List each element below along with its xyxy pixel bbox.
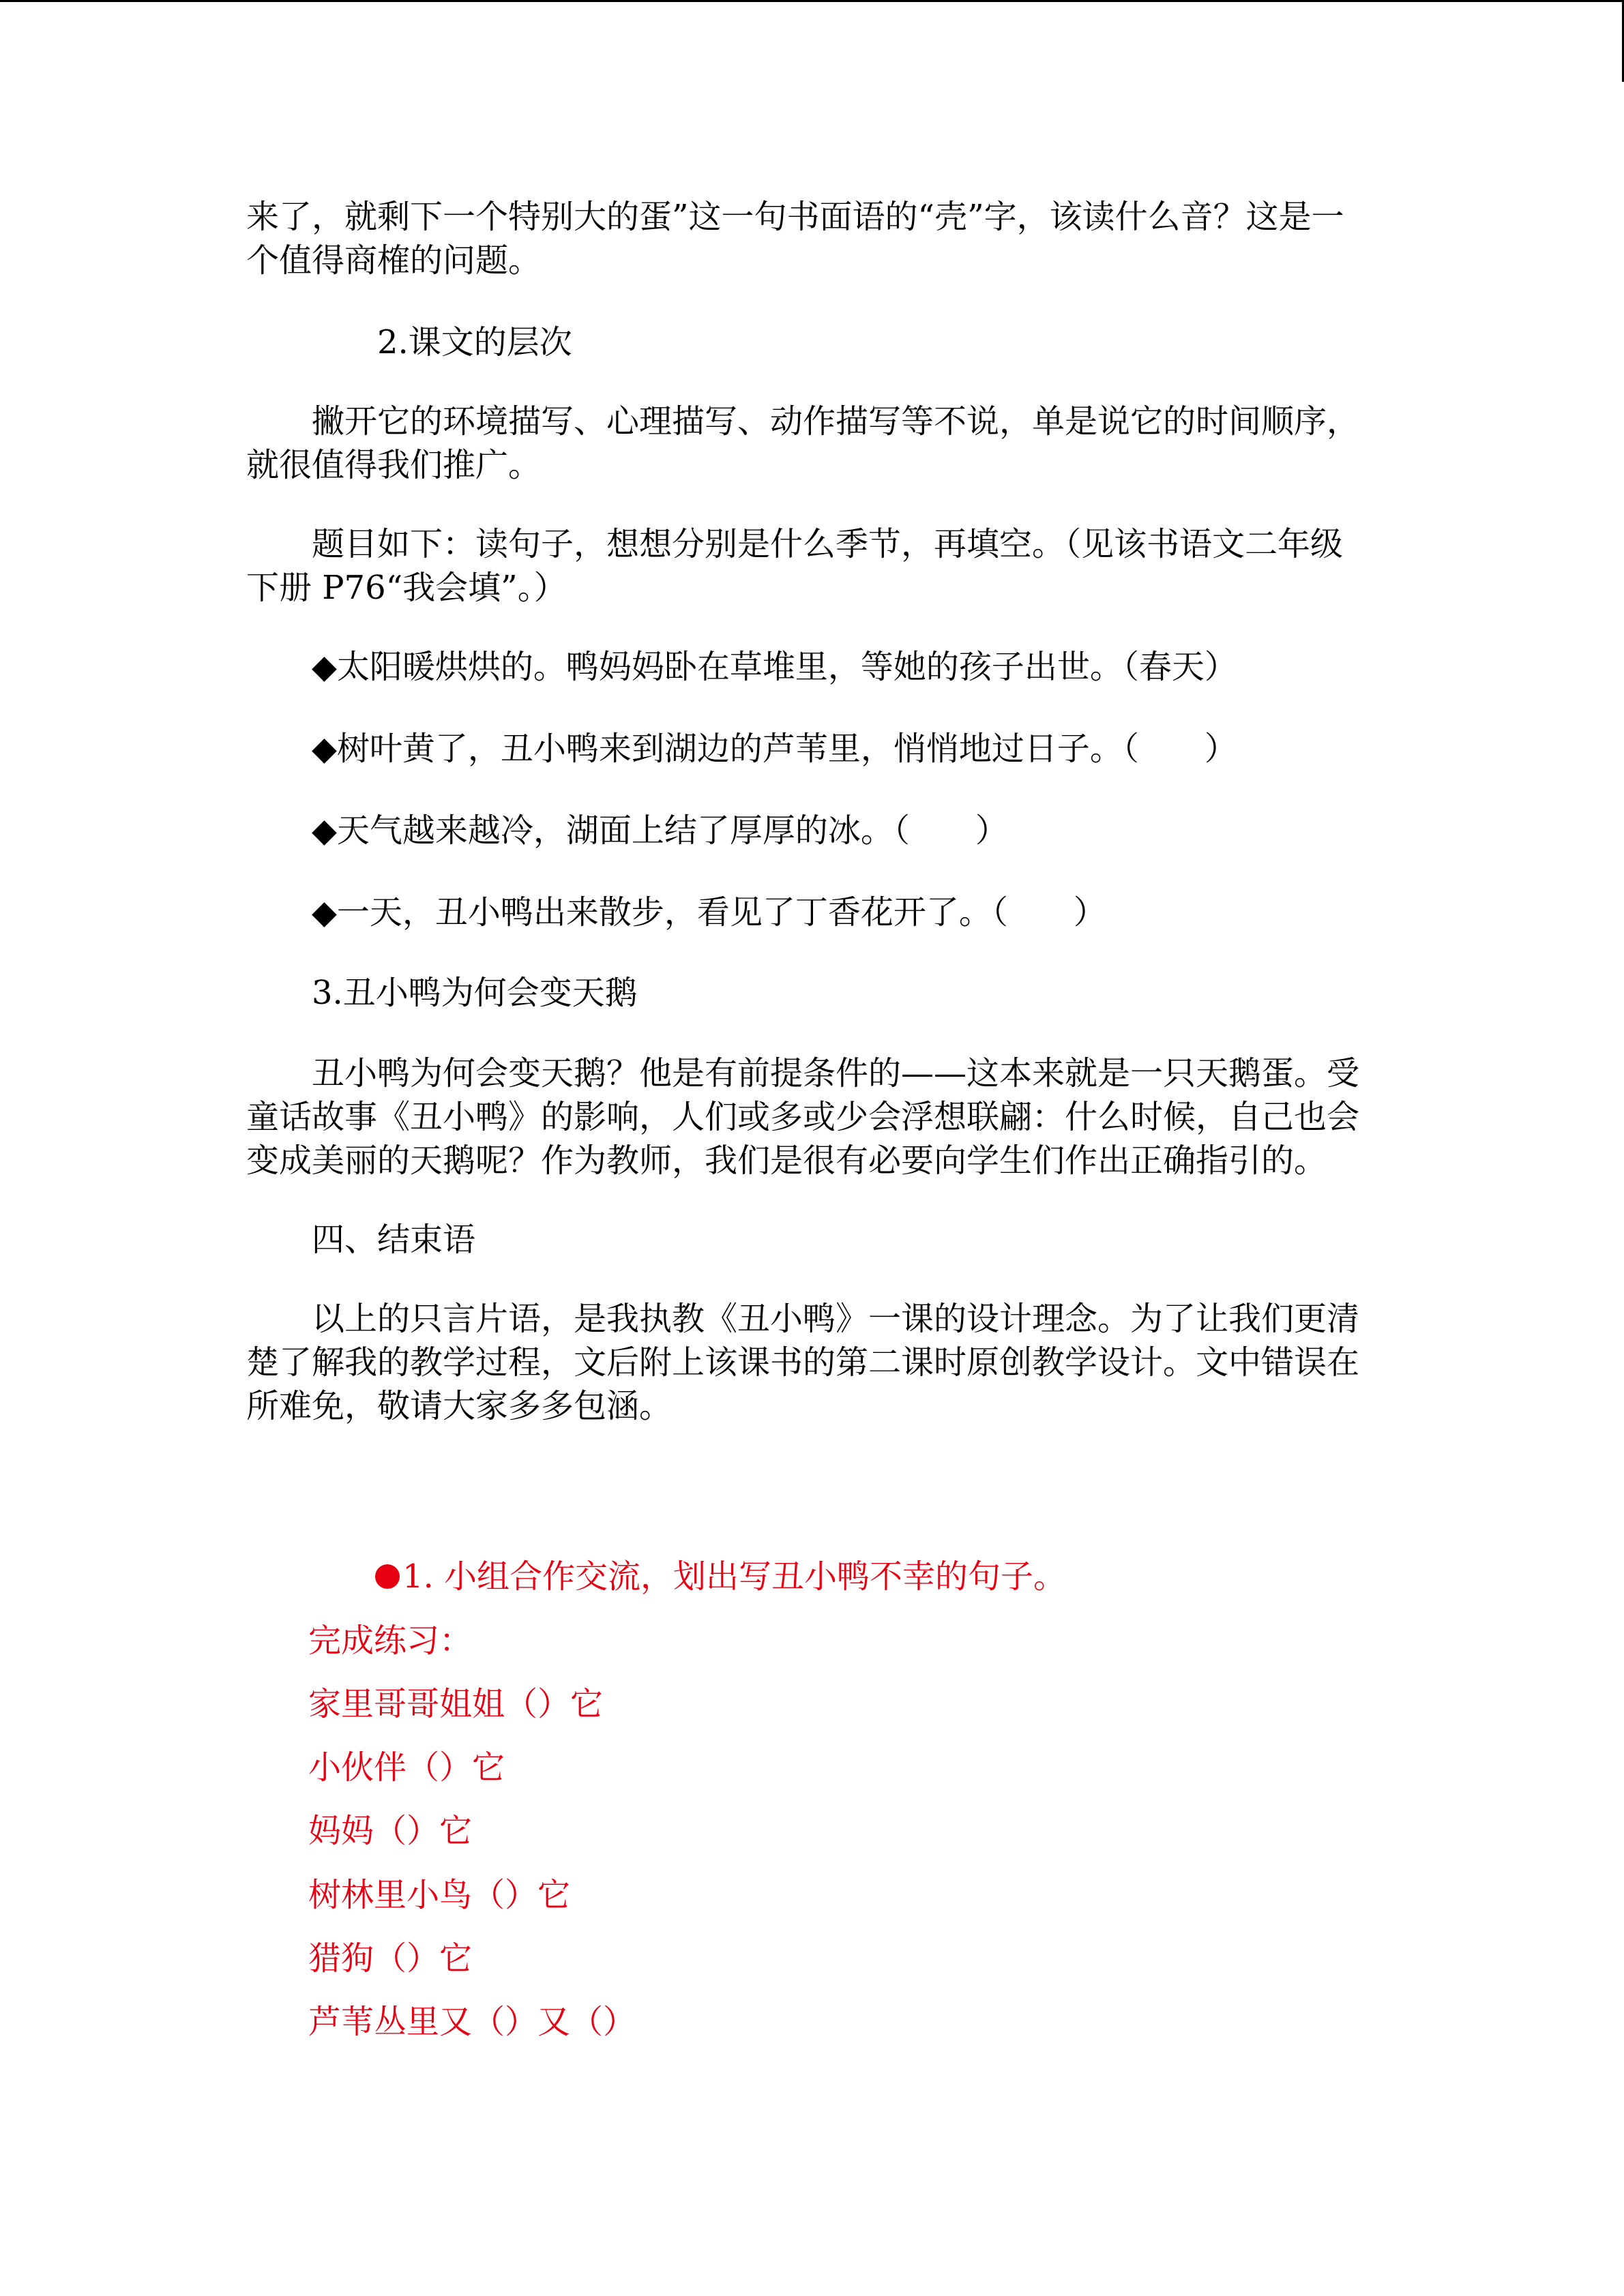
section-heading-4: 四、结束语 bbox=[312, 1221, 476, 1259]
list-item-autumn: ◆树叶黄了，丑小鸭来到湖边的芦苇里，悄悄地过日子。（ ） bbox=[312, 730, 1237, 768]
exercise-item: 树林里小鸟（）它 bbox=[308, 1876, 571, 1914]
exercise-item: 家里哥哥姐姐（）它 bbox=[308, 1685, 604, 1723]
list-item-winter: ◆天气越来越冷，湖面上结了厚厚的冰。（ ） bbox=[312, 811, 1008, 850]
paragraph-question: 题目如下：读句子，想想分别是什么季节，再填空。（见该书语文二年级下册 P76“我会填”。） bbox=[246, 525, 1344, 607]
section-heading-3: 3.丑小鸭为何会变天鹅 bbox=[312, 974, 638, 1012]
list-item-spring: ◆太阳暖烘烘的。鸭妈妈卧在草堆里，等她的孩子出世。（春天） bbox=[312, 648, 1237, 686]
exercise-intro: 完成练习： bbox=[308, 1622, 473, 1660]
bullet-icon bbox=[375, 1564, 400, 1589]
exercise-item: 芦苇丛里又（）又（） bbox=[308, 2003, 636, 2041]
exercise-item: 妈妈（）它 bbox=[308, 1812, 473, 1850]
exercise-heading bbox=[375, 1555, 1066, 1598]
section-heading-2: 2.课文的层次 bbox=[377, 323, 572, 361]
page-top-border bbox=[0, 0, 1624, 2]
exercise-item: 小伙伴（）它 bbox=[308, 1748, 505, 1787]
paragraph-time-order: 撇开它的环境描写、心理描写、动作描写等不说，单是说它的时间顺序，就很值得我们推广。 bbox=[246, 402, 1360, 484]
paragraph-continuation: 来了，就剩下一个特别大的蛋”这一句书面语的“壳”字，该读什么音？这是一个值得商榷的问题。 bbox=[246, 198, 1344, 280]
list-item-lilac: ◆一天，丑小鸭出来散步，看见了丁香花开了。（ ） bbox=[312, 893, 1106, 931]
exercise-heading-text: 1. 小组合作交流，划出写丑小鸭不幸的句子。 bbox=[402, 1557, 1067, 1596]
exercise-item: 猎狗（）它 bbox=[308, 1939, 473, 1978]
paragraph-swan: 丑小鸭为何会变天鹅？他是有前提条件的——这本来就是一只天鹅蛋。受童话故事《丑小鸭》的影响，人们或多或少会浮想联翩：什么时候，自己也会变成美丽的天鹅呢？作为教师，我们是很有必要向学生们作出正确指引的。 bbox=[246, 1054, 1360, 1180]
paragraph-conclusion: 以上的只言片语，是我执教《丑小鸭》一课的设计理念。为了让我们更清楚了解我的教学过程，文后附上该课书的第二课时原创教学设计。文中错误在所难免，敬请大家多多包涵。 bbox=[246, 1300, 1360, 1425]
